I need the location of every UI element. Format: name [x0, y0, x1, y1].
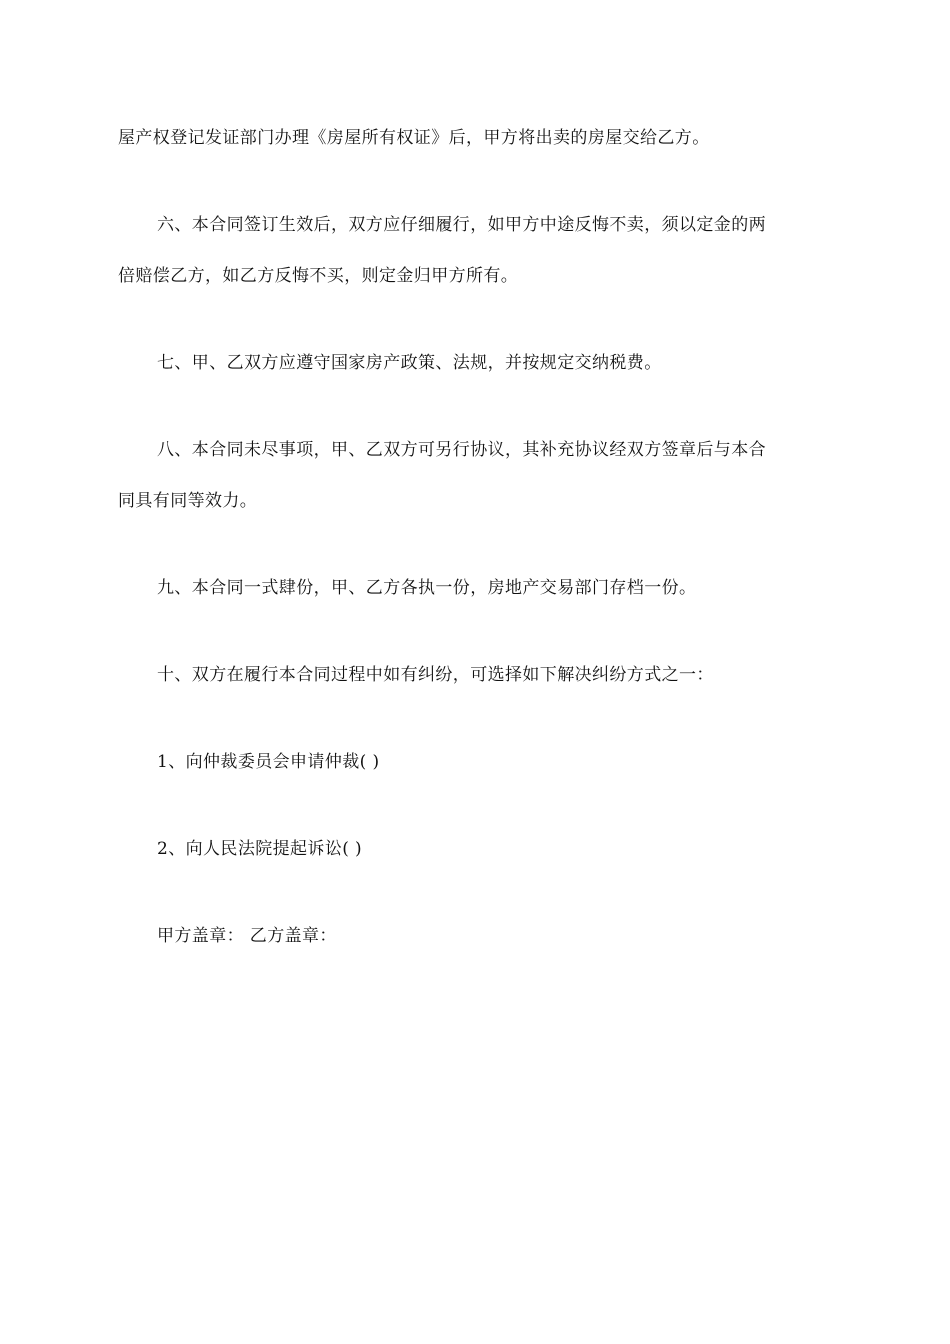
clause-10: 十、双方在履行本合同过程中如有纠纷，可选择如下解决纠纷方式之一： [157, 665, 714, 685]
signature-line: 甲方盖章： 乙方盖章： [157, 926, 337, 946]
paragraph-line-1: 屋产权登记发证部门办理《房屋所有权证》后，甲方将出卖的房屋交给乙方。 [118, 128, 710, 148]
clause-6-line-2: 倍赔偿乙方，如乙方反悔不买，则定金归甲方所有。 [118, 266, 519, 286]
clause-9: 九、本合同一式肆份，甲、乙方各执一份，房地产交易部门存档一份。 [157, 578, 697, 598]
option-arbitration: 1、向仲裁委员会申请仲裁( ) [157, 752, 380, 772]
clause-6-line-1: 六、本合同签订生效后，双方应仔细履行，如甲方中途反悔不卖，须以定金的两 [157, 215, 766, 235]
clause-8-line-1: 八、本合同未尽事项，甲、乙双方可另行协议，其补充协议经双方签章后与本合 [157, 440, 766, 460]
clause-7: 七、甲、乙双方应遵守国家房产政策、法规，并按规定交纳税费。 [157, 353, 662, 373]
clause-8-line-2: 同具有同等效力。 [118, 491, 258, 511]
option-litigation: 2、向人民法院提起诉讼( ) [157, 839, 363, 859]
